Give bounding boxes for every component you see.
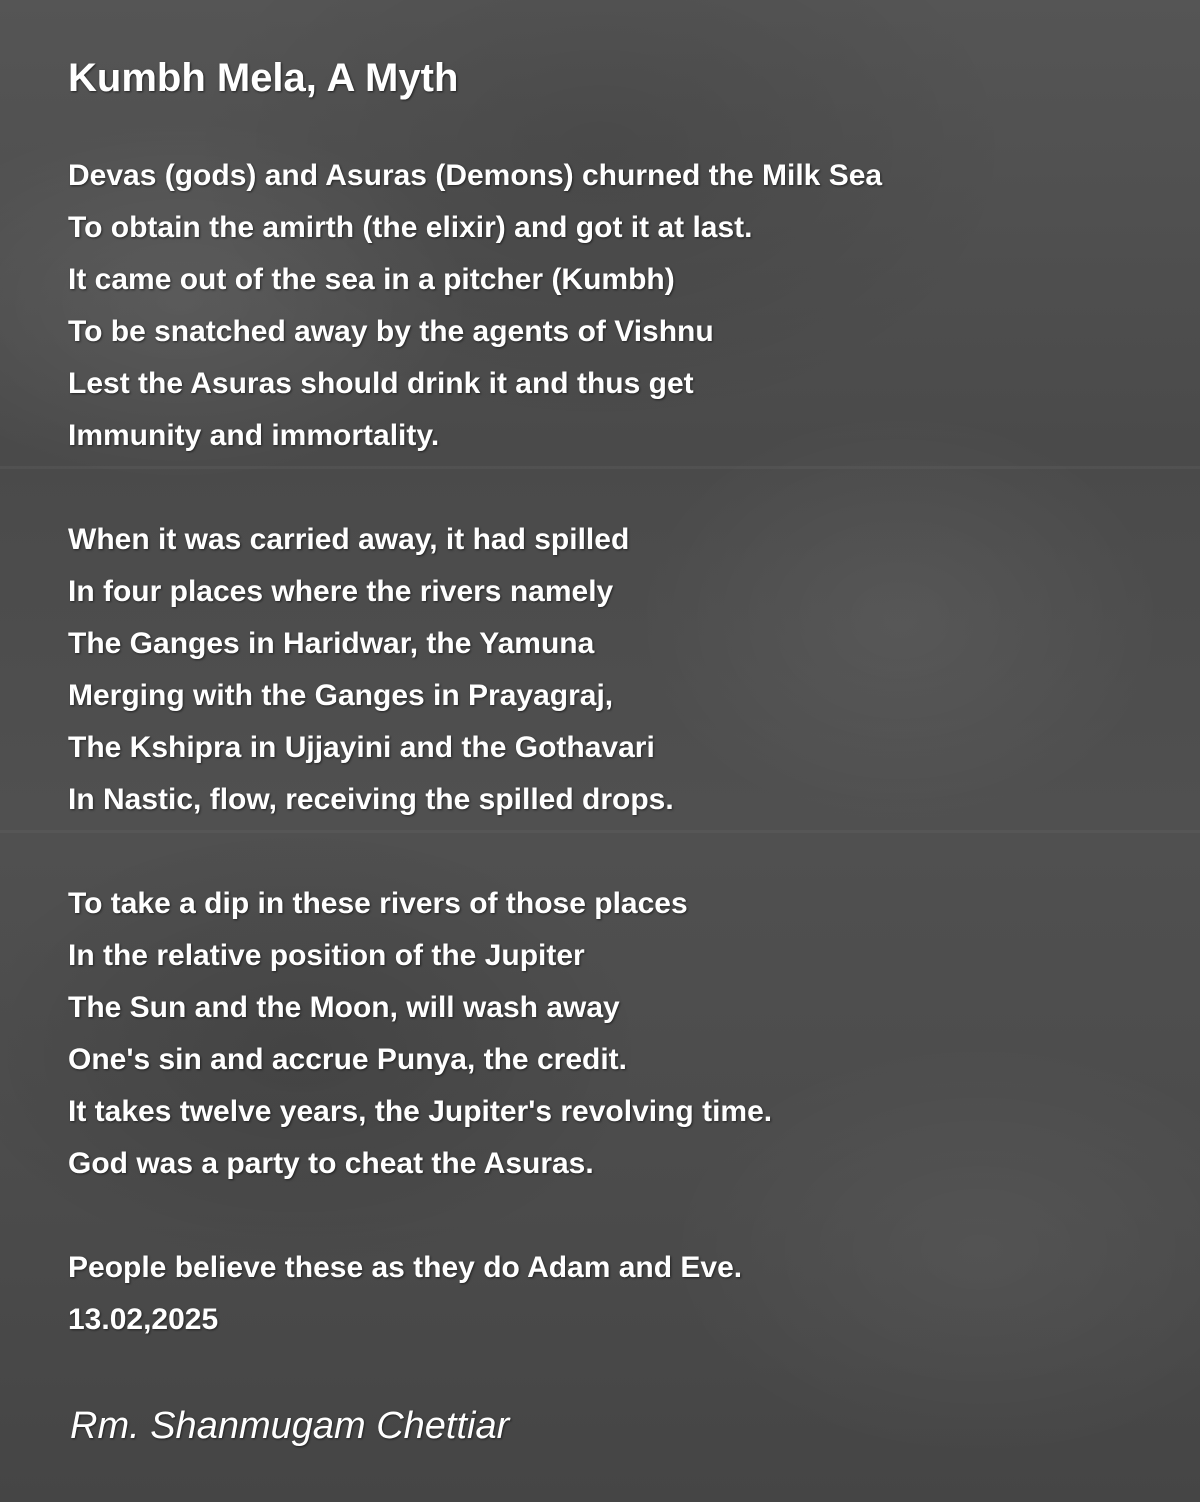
poem-line: Immunity and immortality. (68, 419, 440, 452)
poem-line: God was a party to cheat the Asuras. (68, 1147, 594, 1180)
poem-line: The Ganges in Haridwar, the Yamuna (68, 627, 595, 660)
poem-line: One's sin and accrue Punya, the credit. (68, 1043, 627, 1076)
poem-line: Devas (gods) and Asuras (Demons) churned the Milk Sea (68, 159, 883, 192)
stanza-3 (68, 878, 1168, 1190)
poem-line: To be snatched away by the agents of Vishnu (68, 315, 714, 348)
poem-line: To take a dip in these rivers of those places (68, 887, 688, 920)
stanza-1 (68, 150, 1168, 462)
poem-line: It takes twelve years, the Jupiter's revolving time. (68, 1095, 773, 1128)
poem-line: People believe these as they do Adam and Eve. (68, 1251, 743, 1284)
poem-author: Rm. Shanmugam Chettiar (70, 1405, 510, 1447)
poem-line: It came out of the sea in a pitcher (Kumbh) (68, 263, 675, 296)
poem-line: The Sun and the Moon, will wash away (68, 991, 620, 1024)
stanza-gap (68, 1190, 1168, 1242)
poem-line: When it was carried away, it had spilled (68, 523, 630, 556)
poem-date: 13.02,2025 (68, 1303, 219, 1336)
stanza-gap (68, 826, 1168, 878)
stanza-2 (68, 514, 1168, 826)
stanza-4 (68, 1242, 1168, 1346)
poem-line: The Kshipra in Ujjayini and the Gothavari (68, 731, 655, 764)
poem-body (68, 150, 1168, 1346)
stanza-gap (68, 462, 1168, 514)
poem-line: In four places where the rivers namely (68, 575, 614, 608)
poem-line: In Nastic, flow, receiving the spilled drops. (68, 783, 674, 816)
poem-line: In the relative position of the Jupiter (68, 939, 585, 972)
poem-line: Lest the Asuras should drink it and thus get (68, 367, 694, 400)
poem-line: To obtain the amirth (the elixir) and got it at last. (68, 211, 753, 244)
poem-line: Merging with the Ganges in Prayagraj, (68, 679, 614, 712)
poem-title: Kumbh Mela, A Myth (68, 56, 459, 100)
